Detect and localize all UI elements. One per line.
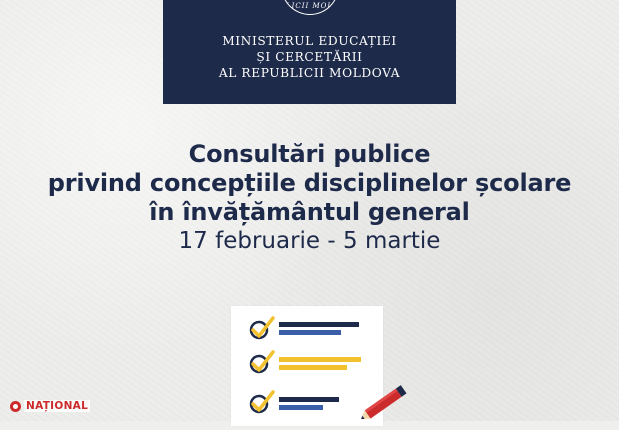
pencil-icon bbox=[356, 385, 412, 421]
checklist-row-1 bbox=[251, 318, 359, 338]
headline-line-1: Consultări publice bbox=[188, 140, 431, 168]
checklist-row-3 bbox=[251, 392, 339, 412]
headline-line-2: privind concepțiile disciplinelor școlare bbox=[47, 169, 572, 197]
checklist-row-2 bbox=[251, 352, 361, 372]
national-watermark bbox=[10, 400, 90, 412]
seal-text: LICII MOL bbox=[285, 2, 334, 10]
headline-line-3: în învățământul general bbox=[149, 198, 470, 226]
national-label: NAȚIONAL bbox=[26, 400, 89, 412]
state-seal bbox=[281, 0, 339, 15]
ministry-line-1: MINISTERUL EDUCAȚIEI bbox=[222, 34, 397, 48]
ministry-line-3: AL REPUBLICII MOLDOVA bbox=[218, 66, 401, 80]
consultation-dates: 17 februarie - 5 martie bbox=[178, 228, 441, 254]
national-logo-icon bbox=[10, 401, 21, 412]
headline bbox=[0, 140, 619, 255]
ministry-name bbox=[163, 33, 456, 81]
ministry-line-2: ȘI CERCETĂRII bbox=[256, 50, 363, 64]
ministry-logo bbox=[163, 0, 456, 104]
